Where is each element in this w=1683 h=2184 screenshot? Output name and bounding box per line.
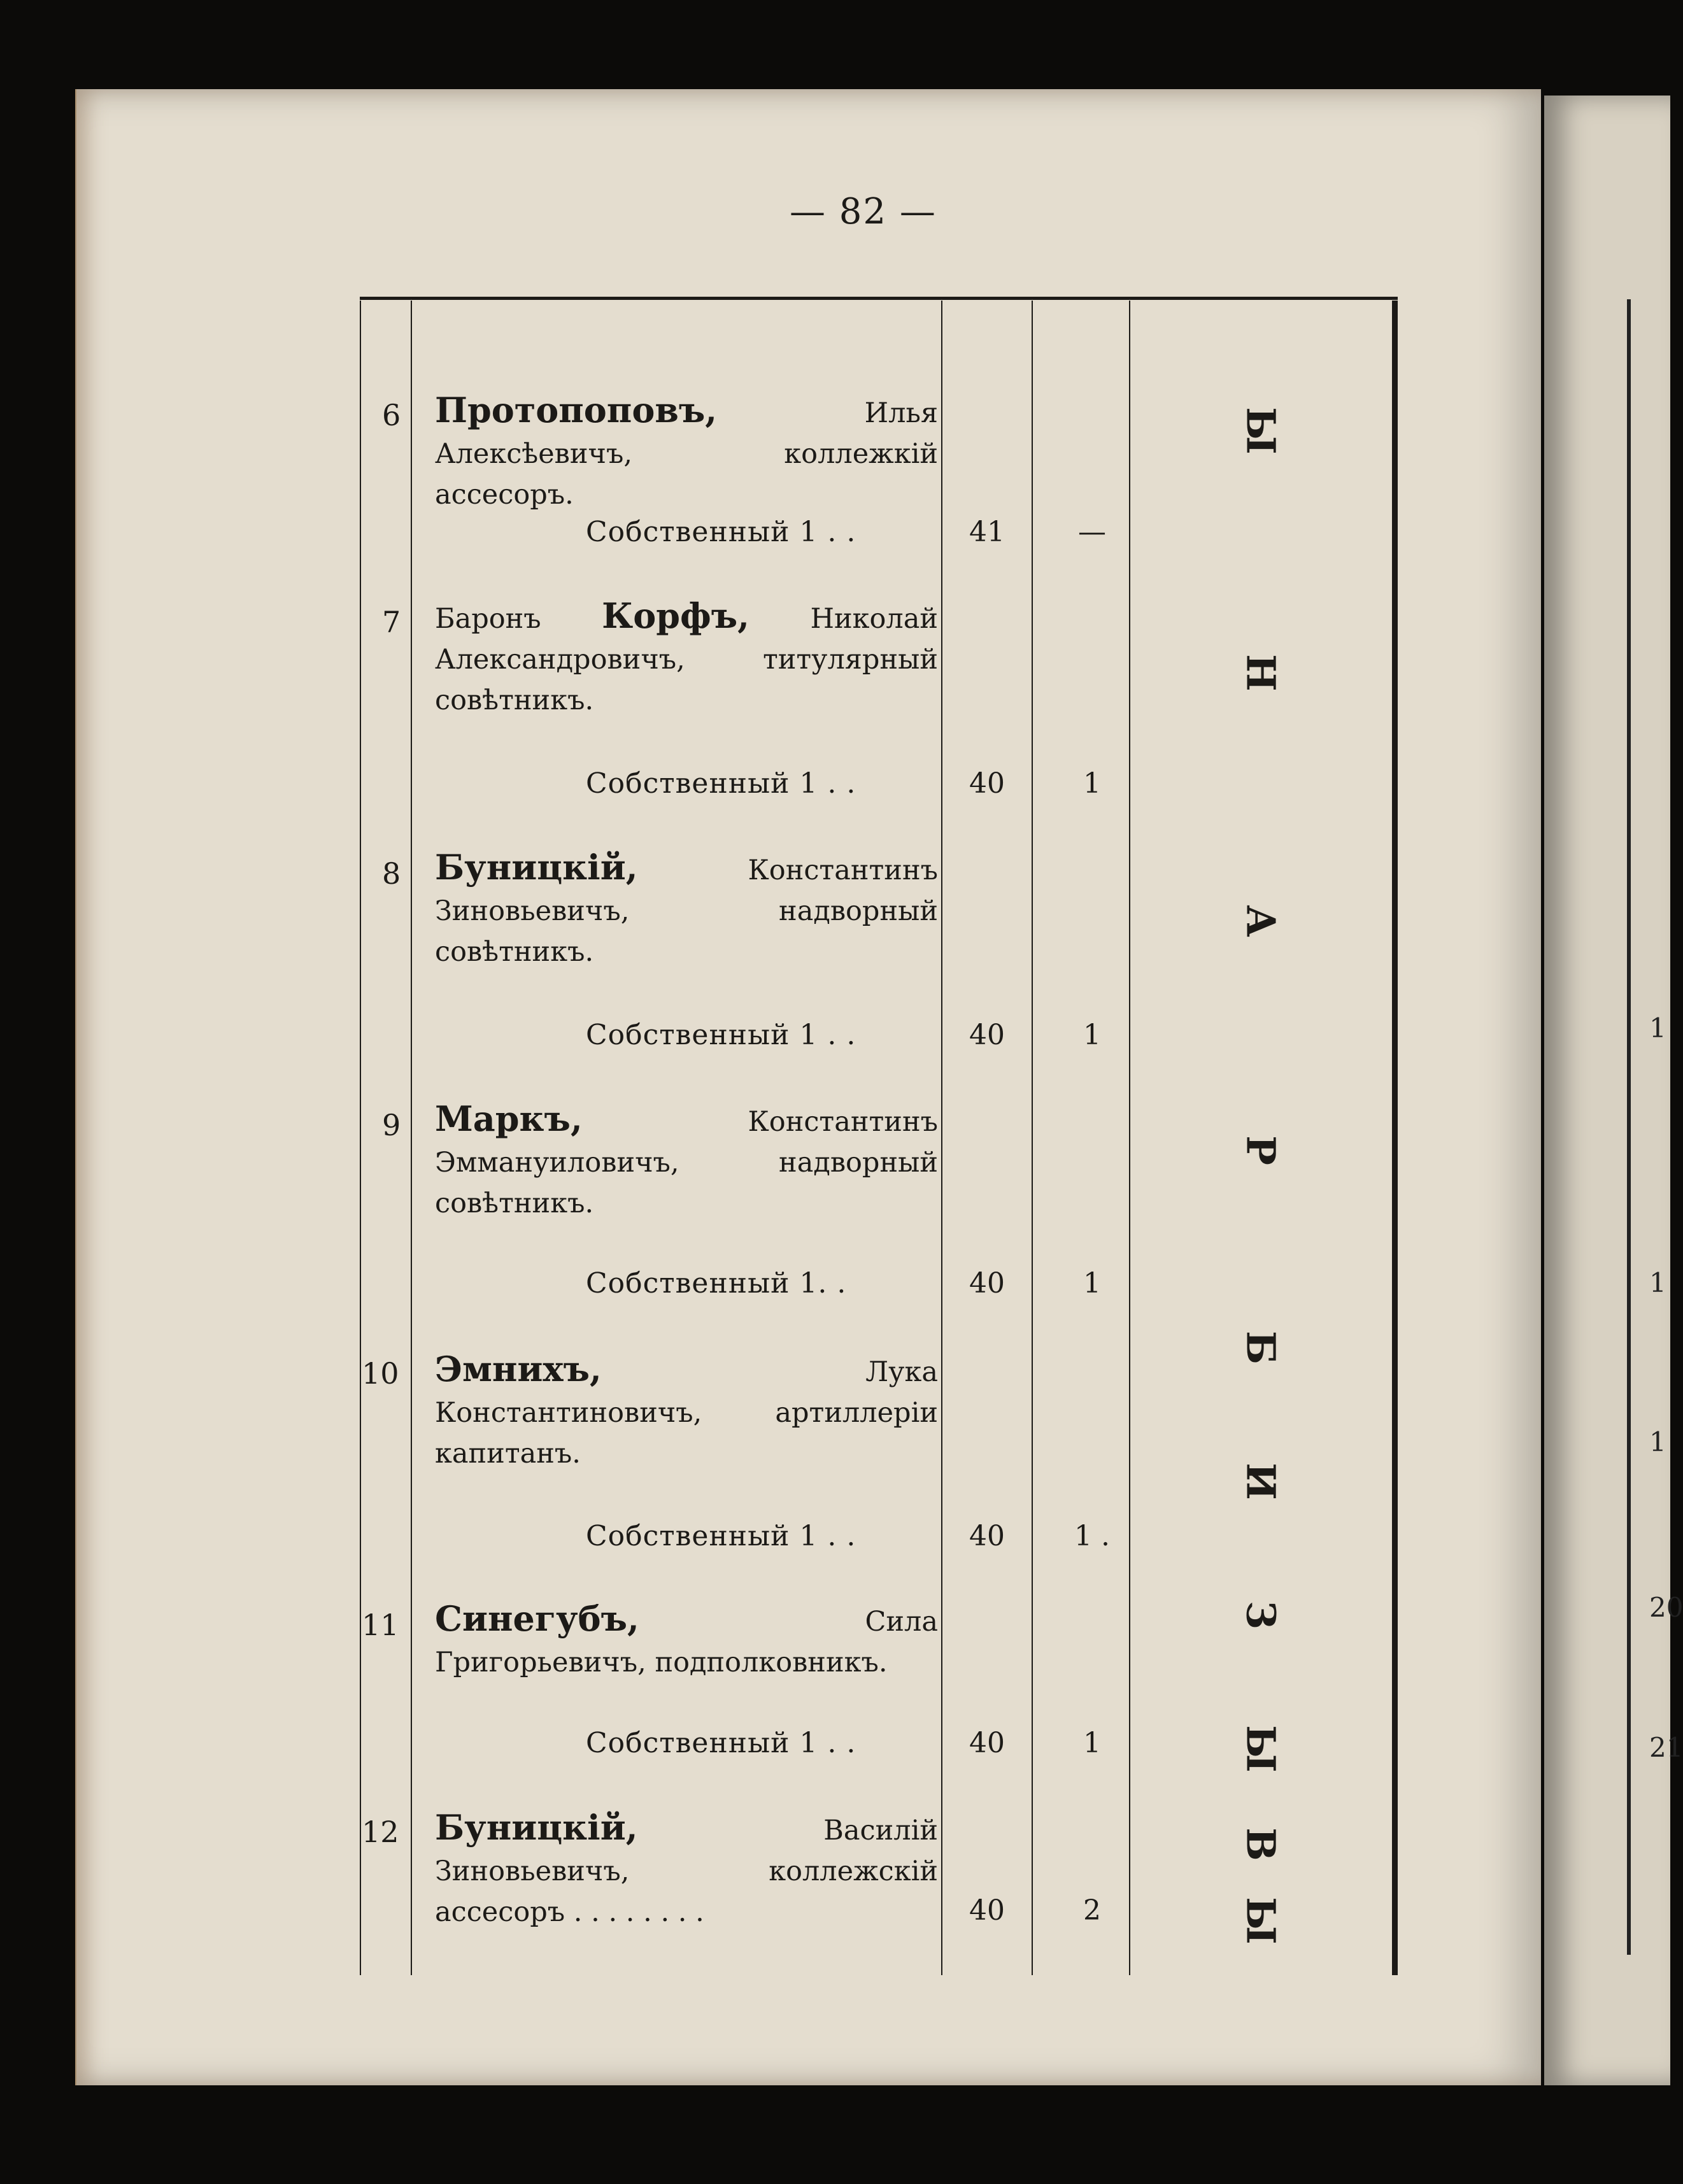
- right-page: [1544, 96, 1670, 2085]
- entry-details: Лука Константиновичъ, артиллеріи капитанъ.: [435, 1356, 938, 1470]
- votes-for: 40: [969, 1267, 1005, 1300]
- column-divider: [941, 301, 942, 1975]
- votes-for: 40: [969, 767, 1005, 800]
- votes-for: 40: [969, 1520, 1005, 1552]
- own-votes-label: Собственный 1 . .: [586, 767, 856, 800]
- entry-details: Сила Григорьевичъ, подполковникъ.: [435, 1606, 938, 1678]
- entry-surname: Буницкій,: [435, 1807, 638, 1848]
- side-letter: Н: [1237, 654, 1284, 691]
- side-letter: З: [1237, 1601, 1284, 1629]
- entry-surname: Эмнихъ,: [435, 1349, 602, 1389]
- right-page-number: 1: [1649, 1426, 1666, 1457]
- right-page-rule: [1627, 299, 1631, 1955]
- side-letter: В: [1237, 1827, 1284, 1861]
- entry-text: [435, 595, 938, 721]
- entry-number: 10: [362, 1356, 399, 1391]
- votes-against: 1: [1083, 1267, 1101, 1300]
- entry-details: Николай Александровичъ, титулярный совѣтникъ.: [435, 603, 938, 716]
- column-divider: [1129, 301, 1130, 1975]
- votes-for: 40: [969, 1727, 1005, 1759]
- votes-against: 1: [1083, 1019, 1101, 1051]
- entry-surname: Синегубъ,: [435, 1598, 639, 1639]
- table-border-right: [1392, 301, 1398, 1975]
- votes-for: 40: [969, 1894, 1005, 1927]
- right-page-number: 21: [1649, 1732, 1683, 1763]
- entry-details: Илья Алексѣевичъ, коллежкій ассесоръ.: [435, 397, 938, 511]
- entry-number: 11: [362, 1608, 399, 1642]
- side-letter: Б: [1237, 1331, 1284, 1365]
- side-letter: Ы: [1237, 407, 1284, 455]
- entry-surname: Буницкій,: [435, 847, 638, 888]
- own-votes-label: Собственный 1 . .: [586, 516, 856, 548]
- right-page-number: 20: [1649, 1592, 1683, 1623]
- own-votes-label: Собственный 1. .: [586, 1267, 847, 1300]
- votes-against: 1: [1083, 767, 1101, 800]
- votes-against: 1: [1083, 1727, 1101, 1759]
- entry-text: [435, 1098, 938, 1224]
- entry-number: 7: [382, 605, 401, 639]
- entry-text: [435, 390, 938, 515]
- table-border-left: [360, 301, 361, 1975]
- entry-details: Василій Зиновьевичъ, коллежскій ассесоръ . . . . . . . .: [435, 1815, 938, 1928]
- entry-number: 12: [362, 1815, 399, 1849]
- entry-text: [435, 1349, 938, 1474]
- entry-surname: Корфъ,: [602, 595, 749, 636]
- entry-text: [435, 847, 938, 972]
- entry-text: [435, 1807, 938, 1932]
- entry-surname: Протопоповъ,: [435, 390, 718, 430]
- side-vertical-heading: [1229, 382, 1293, 1974]
- entry-number: 9: [382, 1108, 401, 1142]
- left-page: [76, 89, 1541, 2085]
- right-page-number: 1: [1649, 1012, 1666, 1044]
- side-letter: Ы: [1237, 1897, 1284, 1945]
- side-letter: Ы: [1237, 1725, 1284, 1773]
- side-letter: Р: [1237, 1135, 1284, 1165]
- own-votes-label: Собственный 1 . .: [586, 1520, 856, 1552]
- side-letter: И: [1237, 1463, 1284, 1500]
- right-page-number: 1: [1649, 1267, 1666, 1298]
- votes-against: 2: [1083, 1894, 1101, 1927]
- entry-number: 6: [382, 398, 401, 432]
- entry-details: Константинъ Эммануиловичъ, надворный совѣтникъ.: [435, 1106, 938, 1219]
- entry-title: Баронъ: [435, 603, 602, 635]
- entry-number: 8: [382, 856, 401, 891]
- table-top-rule: [360, 297, 1398, 300]
- entry-surname: Маркъ,: [435, 1098, 583, 1139]
- votes-for: 40: [969, 1019, 1005, 1051]
- votes-against: 1 .: [1074, 1520, 1110, 1552]
- entry-details: Константинъ Зиновьевичъ, надворный совѣтникъ.: [435, 854, 938, 968]
- own-votes-label: Собственный 1 . .: [586, 1019, 856, 1051]
- own-votes-label: Собственный 1 . .: [586, 1727, 856, 1759]
- side-letter: А: [1237, 905, 1284, 937]
- votes-against: —: [1078, 516, 1106, 548]
- entry-text: [435, 1598, 938, 1683]
- column-divider: [1032, 301, 1033, 1975]
- votes-for: 41: [969, 516, 1005, 548]
- page-number: — 82 —: [790, 191, 937, 232]
